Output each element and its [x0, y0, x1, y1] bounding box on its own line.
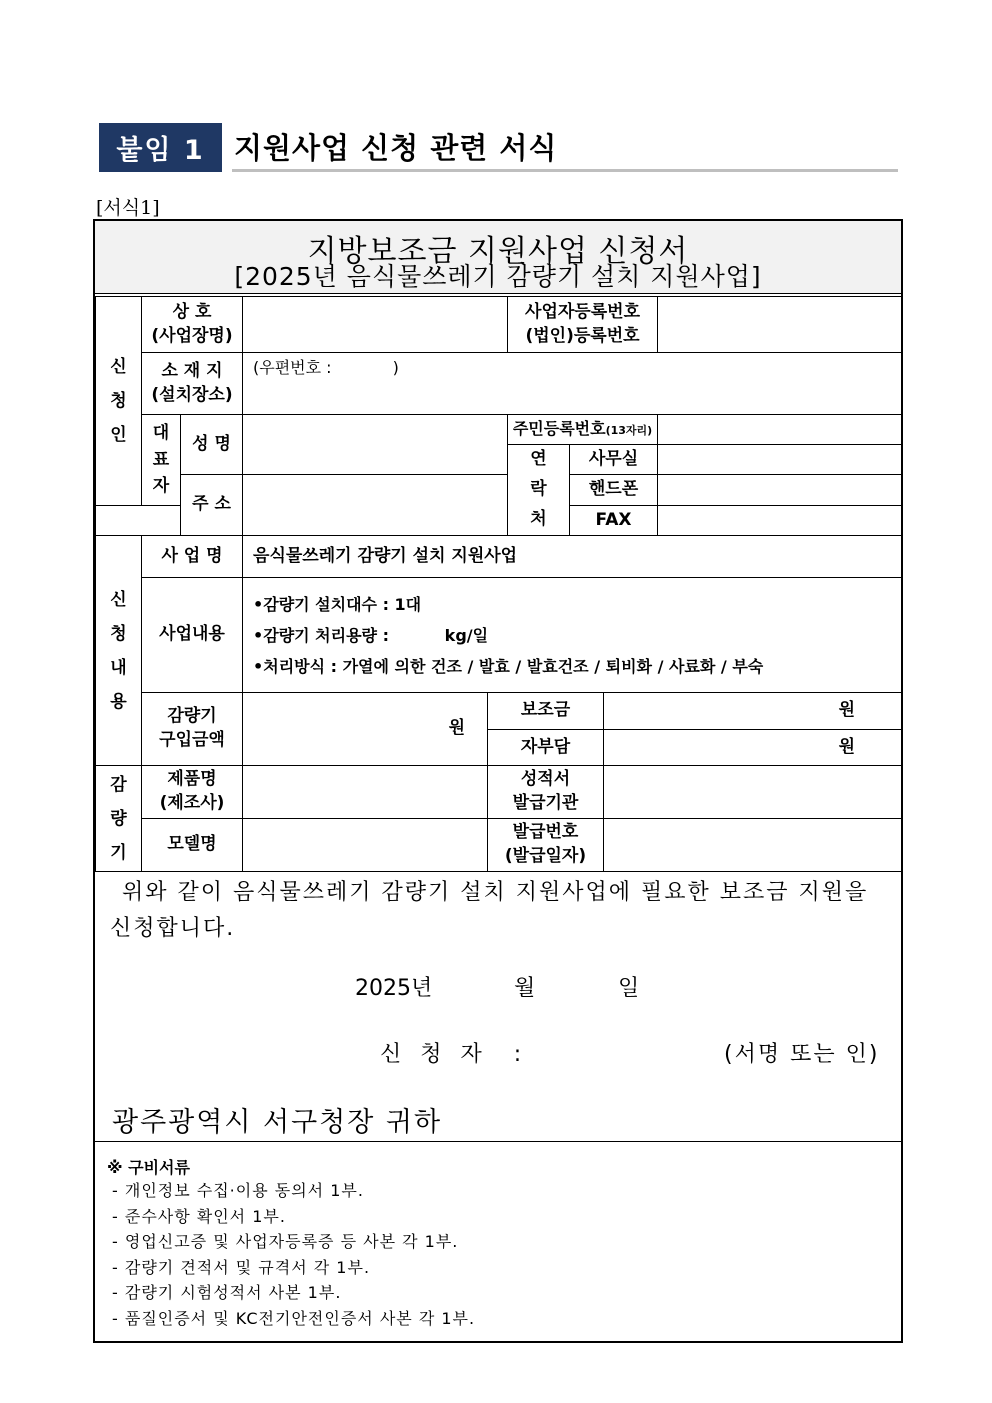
phone-field[interactable]: [658, 475, 902, 506]
project-content-list: [243, 578, 902, 693]
purchase-price-field[interactable]: 원: [243, 693, 488, 766]
address-field[interactable]: [243, 475, 508, 536]
documents-divider: [95, 1141, 901, 1142]
product-name-label: 제품명 (제조사): [142, 766, 243, 819]
date-month: 월: [514, 976, 536, 1001]
document-item: - 개인정보 수집·이용 동의서 1부.: [112, 1181, 364, 1200]
company-field[interactable]: [243, 297, 508, 353]
date-year: 2025년: [355, 976, 433, 1001]
name-label: 성 명: [181, 415, 243, 475]
representative-label: 대 표 자: [142, 415, 181, 506]
model-name-label: 모델명: [142, 819, 243, 872]
attachment-badge: 붙임 1: [99, 123, 222, 172]
resident-no-label: 주민등록번호(13자리): [508, 415, 658, 445]
required-documents-list: [112, 1178, 475, 1331]
addressee: 광주광역시 서구청장 귀하: [112, 1107, 443, 1138]
issue-number-field[interactable]: [604, 819, 902, 872]
project-content-label: 사업내용: [142, 578, 243, 693]
self-pay-label: 자부담: [488, 730, 604, 766]
product-name-field[interactable]: [243, 766, 488, 819]
resident-no-note: (13자리): [605, 424, 653, 438]
resident-no-field[interactable]: [658, 415, 902, 445]
report-issuer-field[interactable]: [604, 766, 902, 819]
office-field[interactable]: [658, 445, 902, 475]
biz-reg-field[interactable]: [658, 297, 902, 353]
form-subtitle: [2025년 음식물쓰레기 감량기 설치 지원사업]: [234, 262, 762, 291]
office-label: 사무실: [570, 445, 658, 475]
document-item: - 품질인증서 및 KC전기안전인증서 사본 각 1부.: [112, 1308, 476, 1328]
report-issuer-label: 성적서 발급기관: [488, 766, 604, 819]
location-field[interactable]: (우편번호 : ): [243, 353, 902, 415]
subsidy-field[interactable]: 원: [604, 693, 902, 730]
fax-field[interactable]: [658, 506, 902, 536]
document-item: - 영업신고증 및 사업자등록증 등 사본 각 1부.: [112, 1232, 459, 1251]
name-field[interactable]: [243, 415, 508, 475]
application-table: [95, 296, 902, 872]
location-label: 소 재 지 (설치장소): [142, 353, 243, 415]
subsidy-label: 보조금: [488, 693, 604, 730]
document-item: - 준수사항 확인서 1부.: [112, 1206, 286, 1226]
section-application: 신 청 내 용: [96, 536, 142, 766]
page-title: 지원사업 신청 관련 서식: [234, 131, 558, 165]
signature-note: (서명 또는 인): [724, 1042, 880, 1067]
application-statement: 위와 같이 음식물쓰레기 감량기 설치 지원사업에 필요한 보조금 지원을 신청합니다.: [110, 880, 869, 941]
model-name-field[interactable]: [243, 819, 488, 872]
project-name-value: 음식물쓰레기 감량기 설치 지원사업: [243, 536, 902, 578]
contact-label: 연 락 처: [508, 445, 570, 536]
address-label: 주 소: [181, 475, 243, 536]
fax-label: FAX: [570, 506, 658, 536]
applicant-signature-line: 신 청 자 :: [380, 1042, 528, 1067]
issue-number-label: 발급번호 (발급일자): [488, 819, 604, 872]
form-number: [서식1]: [96, 197, 160, 219]
section-applicant: 신 청 인: [96, 297, 142, 506]
phone-label: 핸드폰: [570, 475, 658, 506]
document-item: - 감량기 시험성적서 사본 1부.: [112, 1283, 342, 1302]
document-item: - 감량기 견적서 및 규격서 각 1부.: [112, 1257, 371, 1277]
purchase-price-label: 감량기 구입금액: [142, 693, 243, 766]
bullet-install-count: •감량기 설치대수 : 1대: [253, 594, 422, 614]
biz-reg-label: 사업자등록번호 (법인)등록번호: [508, 297, 658, 353]
bullet-method: •처리방식 : 가열에 의한 건조 / 발효 / 발효건조 / 퇴비화 / 사료화 / 부숙: [253, 656, 764, 676]
self-pay-field[interactable]: 원: [604, 730, 902, 766]
company-label: 상 호 (사업장명): [142, 297, 243, 353]
project-name-label: 사 업 명: [142, 536, 243, 578]
form-title: 지방보조금 지원사업 신청서: [307, 234, 689, 269]
section-reducer: 감 량 기: [96, 766, 142, 872]
bullet-capacity: •감량기 처리용량 : kg/일: [253, 625, 489, 645]
required-documents-title: ※ 구비서류: [107, 1158, 190, 1177]
date-day: 일: [618, 976, 640, 1001]
title-underline: [232, 169, 898, 172]
